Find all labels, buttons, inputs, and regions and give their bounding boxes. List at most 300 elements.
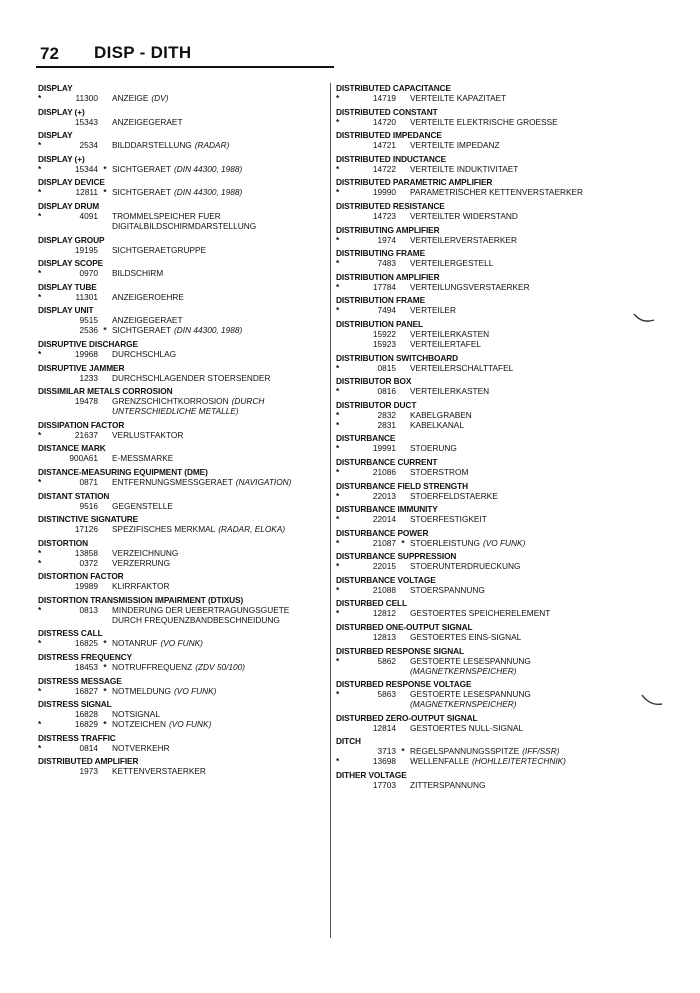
translation-text: DURCHSCHLAGENDER STOERSENDER xyxy=(112,372,271,383)
star-marker-secondary xyxy=(396,410,410,420)
star-marker-secondary xyxy=(396,491,410,501)
entry-number: 7483 xyxy=(377,258,396,269)
entry-number: 9515 xyxy=(79,315,98,326)
translation-text: VERLUSTFAKTOR xyxy=(112,429,184,440)
translation-text: ANZEIGE xyxy=(112,93,149,103)
entry-term: DISTURBANCE xyxy=(336,433,396,444)
dictionary-entry xyxy=(336,130,666,150)
translation-text: GRENZSCHICHTKORROSION xyxy=(112,396,229,407)
entry-term: DISTINCTIVE SIGNATURE xyxy=(38,514,139,525)
dictionary-entry xyxy=(38,491,330,511)
entry-term: DISTRESS SIGNAL xyxy=(38,699,112,710)
entry-number: 5863 xyxy=(377,689,396,700)
entry-term: DISTURBED CELL xyxy=(336,598,407,609)
star-marker xyxy=(38,453,62,463)
star-marker: * xyxy=(336,305,340,316)
entry-number: 17126 xyxy=(74,524,98,535)
star-marker: * xyxy=(336,537,340,548)
translation-note: (DIN 44300, 1988) xyxy=(174,163,243,174)
star-marker: * xyxy=(38,348,42,359)
star-marker: * xyxy=(336,655,340,666)
translation-row xyxy=(336,258,666,268)
dictionary-entry xyxy=(38,258,330,278)
star-marker-secondary xyxy=(396,756,410,766)
star-marker-secondary xyxy=(396,235,410,245)
translation-row xyxy=(336,467,666,477)
entry-term: DISPLAY UNIT xyxy=(38,305,94,316)
translation-text: VERTEILERTAFEL xyxy=(410,338,482,349)
star-marker: * xyxy=(38,93,42,103)
star-marker: * xyxy=(38,742,42,753)
translation-row xyxy=(336,608,666,618)
translation-row xyxy=(336,140,666,150)
translation-row xyxy=(38,501,330,511)
star-marker xyxy=(336,780,360,790)
entry-number: 0813 xyxy=(79,604,98,615)
dictionary-entry xyxy=(336,272,666,292)
star-marker: * xyxy=(38,557,42,568)
dictionary-entry xyxy=(38,305,330,335)
translation-text: SICHTGERAET xyxy=(112,325,172,336)
translation-text: SPEZIFISCHES MERKMAL xyxy=(112,524,216,535)
star-marker-secondary xyxy=(396,187,410,197)
star-marker: * xyxy=(336,490,340,501)
dictionary-entry xyxy=(38,235,330,255)
entry-term: DISTRESS CALL xyxy=(38,628,103,639)
dictionary-entry xyxy=(38,652,330,672)
star-marker xyxy=(38,524,62,534)
translation-row xyxy=(336,491,666,501)
entry-term: DISTORTION FACTOR xyxy=(38,571,124,582)
entry-number: 14719 xyxy=(372,93,396,103)
entry-term: DISTRESS FREQUENCY xyxy=(38,652,133,663)
star-marker xyxy=(38,662,62,672)
entry-number: 11301 xyxy=(75,291,98,302)
dictionary-entry xyxy=(336,400,666,430)
translation-text: E-MESSMARKE xyxy=(112,453,174,464)
translation-text: VERTEILTE ELEKTRISCHE GROESSE xyxy=(410,116,558,127)
entry-term: DISTURBANCE FIELD STRENGTH xyxy=(336,480,468,491)
entry-number: 1233 xyxy=(79,372,98,383)
translation-text: ANZEIGEROEHRE xyxy=(112,291,184,302)
entry-term: DISPLAY xyxy=(38,130,73,141)
entry-term: DISTRESS TRAFFIC xyxy=(38,732,116,743)
translation-text: REGELSPANNUNGSSPITZE xyxy=(410,746,520,757)
translation-text: VERTEILERVERSTAERKER xyxy=(410,234,517,245)
star-marker-secondary: * xyxy=(103,662,107,673)
star-marker: * xyxy=(336,608,340,619)
entry-term: DITCH xyxy=(336,736,361,747)
translation-row xyxy=(336,585,666,595)
star-marker-secondary xyxy=(396,585,410,595)
entry-number: 0372 xyxy=(79,557,98,568)
translation-row xyxy=(38,686,330,696)
entry-number: 17703 xyxy=(372,780,396,791)
dictionary-entry xyxy=(38,363,330,383)
star-marker: * xyxy=(336,234,340,245)
dictionary-entry xyxy=(336,376,666,396)
left-column xyxy=(38,83,330,780)
translation-text: KABELKANAL xyxy=(410,419,464,430)
star-marker-secondary xyxy=(98,117,112,127)
entry-number: 15922 xyxy=(372,328,396,339)
entry-number: 16829 xyxy=(74,719,98,730)
entry-term: DISRUPTIVE JAMMER xyxy=(38,362,125,373)
translation-text: NOTMELDUNG xyxy=(112,685,172,696)
entry-term: DISTANT STATION xyxy=(38,490,110,501)
entry-term: DISTRIBUTED INDUCTANCE xyxy=(336,153,447,164)
translation-text: KLIRRFAKTOR xyxy=(112,581,170,592)
translation-row xyxy=(38,766,330,776)
dictionary-entry xyxy=(38,467,330,487)
star-marker-secondary xyxy=(396,561,410,571)
translation-row xyxy=(38,581,330,591)
translation-row xyxy=(38,396,330,406)
translation-text: GESTOERTES SPEICHERELEMENT xyxy=(410,608,551,619)
translation-row xyxy=(336,329,666,339)
star-marker: * xyxy=(336,419,340,430)
dictionary-entry xyxy=(38,177,330,197)
star-marker-secondary xyxy=(396,443,410,453)
translation-row xyxy=(336,117,666,127)
star-marker-secondary xyxy=(396,689,410,699)
star-marker: * xyxy=(38,429,42,440)
star-marker-secondary xyxy=(396,140,410,150)
translation-text: SICHTGERAET xyxy=(112,187,172,198)
star-marker: * xyxy=(38,291,42,302)
star-marker-secondary xyxy=(396,420,410,430)
star-marker: * xyxy=(336,187,340,198)
translation-row xyxy=(336,723,666,733)
star-marker-secondary xyxy=(98,140,112,150)
translation-text: KETTENVERSTAERKER xyxy=(112,766,206,777)
translation-text: STOERUNG xyxy=(410,443,457,454)
dictionary-entry xyxy=(336,319,666,349)
translation-note-continuation: (MAGNETKERNSPEICHER) xyxy=(410,665,517,676)
translation-text: VERTEILTE IMPEDANZ xyxy=(410,140,500,151)
entry-number: 16828 xyxy=(74,709,98,720)
dictionary-entry xyxy=(336,107,666,127)
dictionary-entry xyxy=(336,154,666,174)
dictionary-entry xyxy=(336,598,666,618)
star-marker: * xyxy=(336,93,340,103)
entry-number: 12814 xyxy=(372,722,396,733)
entry-number: 11300 xyxy=(75,93,98,103)
entry-term: DISPLAY DEVICE xyxy=(38,177,105,188)
star-marker-secondary xyxy=(98,558,112,568)
entry-term: DISTANCE MARK xyxy=(38,443,106,454)
dictionary-entry xyxy=(336,713,666,733)
translation-text: VERTEILTER WIDERSTAND xyxy=(410,210,518,221)
dictionary-entry xyxy=(38,201,330,231)
star-marker: * xyxy=(38,476,42,487)
entry-number: 19478 xyxy=(74,396,98,407)
entry-term: DISPLAY (+) xyxy=(38,106,85,117)
entry-number: 12811 xyxy=(75,187,98,198)
star-marker: * xyxy=(38,604,42,615)
entry-number: 2534 xyxy=(79,140,98,151)
dictionary-entry xyxy=(336,248,666,268)
translation-row xyxy=(336,538,666,548)
entry-number: 2832 xyxy=(377,409,396,420)
dictionary-entry xyxy=(38,595,330,625)
dictionary-entry xyxy=(38,339,330,359)
star-marker-secondary xyxy=(396,656,410,666)
entry-term: DISRUPTIVE DISCHARGE xyxy=(38,338,138,349)
dictionary-entry xyxy=(336,457,666,477)
star-marker-secondary: * xyxy=(103,638,107,649)
star-marker-secondary xyxy=(98,292,112,302)
star-marker-secondary xyxy=(98,766,112,776)
translation-text: VERTEILERSCHALTTAFEL xyxy=(410,362,514,373)
entry-number: 0815 xyxy=(377,362,396,373)
star-marker xyxy=(336,211,360,221)
entry-number: 1974 xyxy=(377,234,396,245)
translation-row xyxy=(336,420,666,430)
translation-row xyxy=(38,605,330,615)
dictionary-entry xyxy=(38,699,330,729)
entry-term: DISTRESS MESSAGE xyxy=(38,675,122,686)
star-marker-secondary: * xyxy=(103,325,107,336)
entry-number: 14722 xyxy=(372,163,396,174)
entry-number: 13698 xyxy=(372,756,396,767)
dictionary-entry xyxy=(336,83,666,103)
star-marker-secondary xyxy=(396,164,410,174)
entry-term: DISTURBANCE SUPPRESSION xyxy=(336,551,457,562)
entry-term: DISTRIBUTING FRAME xyxy=(336,248,426,259)
dictionary-entry xyxy=(38,538,330,568)
entry-term: DISTURBED RESPONSE VOLTAGE xyxy=(336,679,472,690)
translation-text: ANZEIGEGERAET xyxy=(112,315,183,326)
star-marker-secondary xyxy=(396,386,410,396)
entry-number: 5862 xyxy=(377,655,396,666)
entry-term: DISTRIBUTION PANEL xyxy=(336,318,424,329)
translation-text: DURCHSCHLAG xyxy=(112,348,177,359)
translation-row xyxy=(336,187,666,197)
star-marker xyxy=(336,723,360,733)
dictionary-entry xyxy=(336,528,666,548)
translation-note: (NAVIGATION) xyxy=(235,476,292,487)
dictionary-entry xyxy=(38,628,330,648)
entry-number: 19195 xyxy=(74,244,98,255)
dictionary-entry xyxy=(38,443,330,463)
entry-term: DISPLAY DRUM xyxy=(38,200,100,211)
star-marker-secondary xyxy=(396,467,410,477)
dictionary-entry xyxy=(336,353,666,373)
star-marker xyxy=(38,396,62,406)
translation-row xyxy=(38,662,330,672)
translation-text: GESTOERTES NULL-SIGNAL xyxy=(410,722,524,733)
star-marker: * xyxy=(38,719,42,730)
star-marker-secondary xyxy=(98,605,112,615)
translation-row xyxy=(38,245,330,255)
star-marker: * xyxy=(38,210,42,221)
translation-text: ENTFERNUNGSMESSGERAET xyxy=(112,476,233,487)
entry-number: 13858 xyxy=(74,547,98,558)
translation-row xyxy=(336,514,666,524)
translation-row xyxy=(336,164,666,174)
dictionary-entry xyxy=(38,756,330,776)
star-marker: * xyxy=(336,514,340,525)
star-marker-secondary xyxy=(98,709,112,719)
translation-row xyxy=(38,164,330,174)
translation-row xyxy=(38,709,330,719)
translation-text: SICHTGERAET xyxy=(112,163,172,174)
translation-row xyxy=(38,315,330,325)
entry-number: 7494 xyxy=(377,305,396,316)
entry-term: DISTRIBUTED PARAMETRIC AMPLIFIER xyxy=(336,177,493,188)
dictionary-entry xyxy=(336,201,666,221)
translation-text: TROMMELSPEICHER FUER xyxy=(112,210,221,221)
star-marker: * xyxy=(336,561,340,572)
star-marker-secondary xyxy=(396,339,410,349)
entry-term: DISTRIBUTED IMPEDANCE xyxy=(336,130,442,141)
star-marker-secondary xyxy=(396,258,410,268)
entry-term: DISTURBANCE IMMUNITY xyxy=(336,504,438,515)
translation-row xyxy=(336,386,666,396)
star-marker-secondary xyxy=(98,548,112,558)
entry-number: 2536 xyxy=(79,325,98,336)
translation-row xyxy=(336,363,666,373)
entry-term: DISPLAY TUBE xyxy=(38,281,97,292)
entry-term: DISTRIBUTED RESISTANCE xyxy=(336,200,445,211)
translation-note: (DIN 44300, 1988) xyxy=(174,325,243,336)
translation-note-continuation: UNTERSCHIEDLICHE METALLE) xyxy=(112,406,239,417)
translation-text: VERTEILUNGSVERSTAERKER xyxy=(410,281,530,292)
star-marker-secondary xyxy=(98,373,112,383)
translation-text: VERTEILTE INDUKTIVITAET xyxy=(410,163,519,174)
star-marker-secondary xyxy=(396,93,410,103)
translation-row xyxy=(38,349,330,359)
star-marker-secondary: * xyxy=(103,163,107,174)
entry-number: 16825 xyxy=(74,638,98,649)
entry-number: 21088 xyxy=(372,584,396,595)
translation-text: STOERSPANNUNG xyxy=(410,584,485,595)
star-marker-secondary xyxy=(396,632,410,642)
dictionary-entry xyxy=(38,733,330,753)
star-marker-secondary xyxy=(98,211,112,221)
entry-number: 0816 xyxy=(377,386,396,397)
star-marker: * xyxy=(336,584,340,595)
translation-row xyxy=(38,430,330,440)
star-marker-secondary xyxy=(396,282,410,292)
star-marker-secondary xyxy=(98,315,112,325)
translation-row xyxy=(336,780,666,790)
star-marker-secondary xyxy=(98,245,112,255)
translation-row xyxy=(38,477,330,487)
entry-term: DISTRIBUTED AMPLIFIER xyxy=(38,756,139,767)
translation-text: NOTZEICHEN xyxy=(112,719,166,730)
translation-text: MINDERUNG DER UEBERTRAGUNGSGUETE xyxy=(112,604,290,615)
translation-text: PARAMETRISCHER KETTENVERSTAERKER xyxy=(410,187,584,198)
entry-term: DISTRIBUTOR DUCT xyxy=(336,399,417,410)
entry-term: DISPLAY GROUP xyxy=(38,234,105,245)
star-marker: * xyxy=(38,268,42,279)
entry-term: DISTRIBUTING AMPLIFIER xyxy=(336,224,440,235)
star-marker xyxy=(336,140,360,150)
translation-row xyxy=(336,339,666,349)
dictionary-entry xyxy=(336,481,666,501)
translation-text: SICHTGERAETGRUPPE xyxy=(112,244,207,255)
scan-mark-1 xyxy=(632,312,656,326)
translation-row xyxy=(336,235,666,245)
page-number: 72 xyxy=(40,44,59,63)
translation-row xyxy=(38,524,330,534)
star-marker-secondary xyxy=(98,581,112,591)
entry-number: 15923 xyxy=(372,338,396,349)
translation-note: (VO FUNK) xyxy=(168,719,212,730)
star-marker: * xyxy=(38,187,42,198)
star-marker-secondary: * xyxy=(401,537,405,548)
translation-row xyxy=(336,561,666,571)
translation-text: GEGENSTELLE xyxy=(112,500,173,511)
translation-row xyxy=(336,410,666,420)
star-marker xyxy=(38,581,62,591)
entry-term: DISTRIBUTOR BOX xyxy=(336,376,412,387)
entry-term: DISSIPATION FACTOR xyxy=(38,419,125,430)
entry-number: 22014 xyxy=(372,514,396,525)
translation-text: STOERSTROM xyxy=(410,466,469,477)
entry-number: 19989 xyxy=(74,581,98,592)
star-marker xyxy=(38,315,62,325)
translation-row xyxy=(38,211,330,221)
entry-number: 21637 xyxy=(74,429,98,440)
dictionary-entry xyxy=(38,571,330,591)
entry-number: 9516 xyxy=(79,500,98,511)
star-marker-secondary xyxy=(98,396,112,406)
entry-number: 15344 xyxy=(74,163,98,174)
star-marker-secondary xyxy=(396,329,410,339)
entry-term: DISTURBED RESPONSE SIGNAL xyxy=(336,645,464,656)
entry-term: DISTORTION xyxy=(38,537,89,548)
star-marker-secondary xyxy=(98,349,112,359)
star-marker: * xyxy=(336,386,340,397)
translation-row xyxy=(38,268,330,278)
entry-number: 14723 xyxy=(372,210,396,221)
star-marker: * xyxy=(336,163,340,174)
star-marker-secondary xyxy=(396,211,410,221)
entry-number: 19968 xyxy=(74,348,98,359)
translation-text: GESTOERTE LESESPANNUNG xyxy=(410,655,531,666)
star-marker-secondary xyxy=(98,524,112,534)
translation-row xyxy=(38,140,330,150)
entry-number: 4091 xyxy=(79,210,98,221)
star-marker-secondary xyxy=(396,608,410,618)
translation-row xyxy=(336,443,666,453)
translation-text: STOERLEISTUNG xyxy=(410,537,480,548)
translation-row xyxy=(38,93,330,103)
translation-note: (ZDV 50/100) xyxy=(195,662,246,673)
entry-term: DISTRIBUTED CAPACITANCE xyxy=(336,83,451,93)
entry-term: DISTRIBUTION FRAME xyxy=(336,295,426,306)
star-marker-secondary: * xyxy=(103,719,107,730)
translation-row xyxy=(38,292,330,302)
translation-note: (IFF/SSR) xyxy=(522,746,560,757)
star-marker-secondary xyxy=(98,430,112,440)
dictionary-entry xyxy=(38,386,330,416)
translation-row xyxy=(336,756,666,766)
dictionary-entry xyxy=(336,433,666,453)
entry-term: DISTORTION TRANSMISSION IMPAIRMENT (DTIXUS) xyxy=(38,594,244,605)
translation-text: VERTEILER xyxy=(410,305,456,316)
translation-row xyxy=(336,746,666,756)
translation-row xyxy=(38,117,330,127)
entry-number: 22013 xyxy=(372,490,396,501)
star-marker: * xyxy=(336,466,340,477)
dictionary-entry xyxy=(38,282,330,302)
star-marker xyxy=(336,329,360,339)
translation-text: GESTOERTES EINS-SIGNAL xyxy=(410,632,522,643)
